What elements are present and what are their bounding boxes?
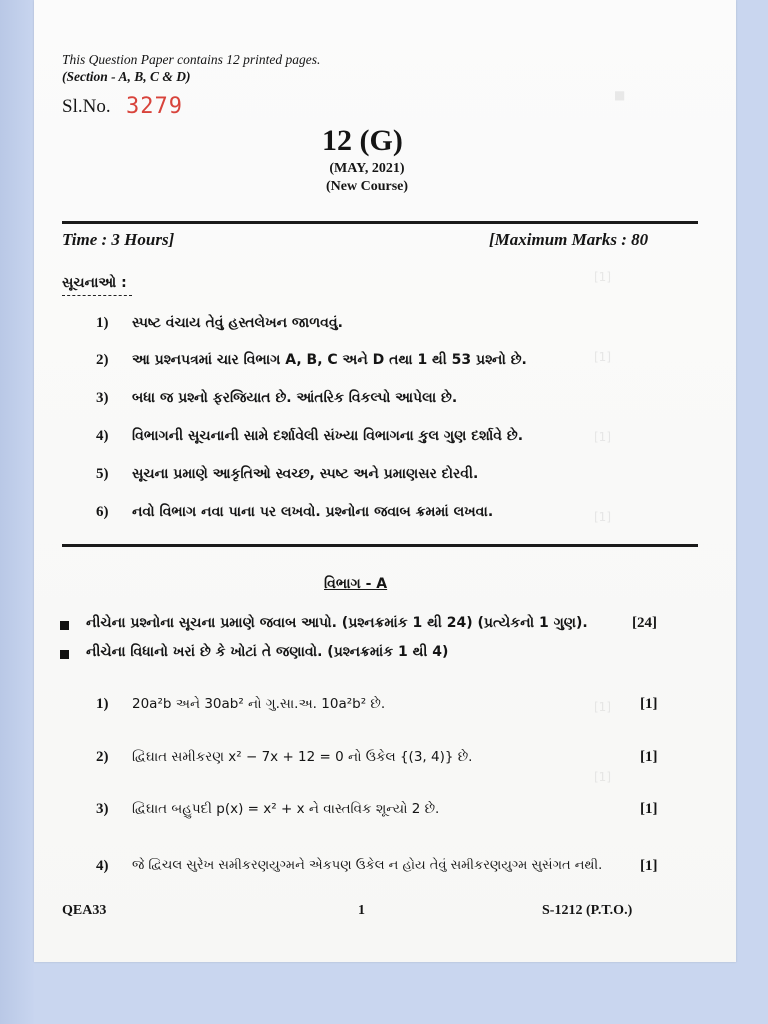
question-marks: [1] <box>640 696 658 712</box>
show-through-text: [1] <box>594 770 611 784</box>
question-paper-page <box>34 0 736 962</box>
question-number: 1) <box>96 696 109 712</box>
question-marks: [1] <box>640 749 658 765</box>
question-text: દ્વિઘાત સમીકરણ x² − 7x + 12 = 0 નો ઉકેલ {(3, 4)} છે. <box>132 749 473 765</box>
question-text: દ્વિઘાત બહુપદી p(x) = x² + x ને વાસ્તવિક શૂન્યો 2 છે. <box>132 801 440 817</box>
scan-background <box>0 0 34 1024</box>
question-text: જે દ્વિચલ સુરેખ સમીકરણયુગ્મને એકપણ ઉકેલ ન હોય તેવું સમીકરણયુગ્મ સુસંગત નથી. <box>132 858 603 873</box>
instructions-divider <box>62 544 698 547</box>
time-allowed: Time : 3 Hours] <box>62 230 175 249</box>
instruction-number: 1) <box>96 315 109 331</box>
square-bullet-icon <box>60 621 69 630</box>
footer-code: QEA33 <box>62 903 107 918</box>
question-marks: [1] <box>640 858 658 874</box>
question-number: 3) <box>96 801 109 817</box>
instruction-number: 5) <box>96 466 109 482</box>
instruction-number: 2) <box>96 352 109 368</box>
exam-session: (MAY, 2021) <box>329 161 405 176</box>
sections-note: (Section - A, B, C & D) <box>62 69 191 84</box>
question-number: 4) <box>96 858 109 874</box>
maximum-marks: [Maximum Marks : 80 <box>489 230 649 249</box>
heading-underline <box>62 295 132 296</box>
section-a-title: વિભાગ - A <box>324 576 388 592</box>
course-type: (New Course) <box>325 179 409 194</box>
show-through-text: [1] <box>594 510 611 524</box>
section-a-directive: નીચેના પ્રશ્નોના સૂચના પ્રમાણે જવાબ આપો. (પ્રશ્નક્રમાંક 1 થી 24) (પ્રત્યેકનો 1 ગુણ). <box>86 615 588 631</box>
instruction-text: આ પ્રશ્નપત્રમાં ચાર વિભાગ A, B, C અને D તથા 1 થી 53 પ્રશ્નો છે. <box>132 352 527 368</box>
show-through-text: ■ <box>614 88 626 102</box>
square-bullet-icon <box>60 650 69 659</box>
page-number: 1 <box>358 903 365 918</box>
instructions-heading: સૂચનાઓ : <box>62 275 127 291</box>
instruction-number: 6) <box>96 504 109 520</box>
footer-reference: S-1212 (P.T.O.) <box>542 903 633 918</box>
question-marks: [1] <box>640 801 658 817</box>
pages-note: This Question Paper contains 12 printed pages. <box>62 52 321 67</box>
serial-number-label: Sl.No. <box>62 96 111 117</box>
instruction-text: નવો વિભાગ નવા પાના પર લખવો. પ્રશ્નોના જવાબ ક્રમમાં લખવા. <box>132 504 494 520</box>
header-divider <box>62 221 698 224</box>
instruction-number: 3) <box>96 390 109 406</box>
paper-code-title: 12 (G) <box>322 124 403 157</box>
show-through-text: [1] <box>594 270 611 284</box>
show-through-text: [1] <box>594 700 611 714</box>
instruction-text: સૂચના પ્રમાણે આકૃતિઓ સ્વચ્છ, સ્પષ્ટ અને પ્રમાણસર દોરવી. <box>132 466 479 482</box>
question-number: 2) <box>96 749 109 765</box>
instruction-number: 4) <box>96 428 109 444</box>
serial-number-value: 3279 <box>126 94 183 119</box>
instruction-text: વિભાગની સૂચનાની સામે દર્શાવેલી સંખ્યા વિભાગના કુલ ગુણ દર્શાવે છે. <box>132 428 524 444</box>
show-through-text: [1] <box>594 430 611 444</box>
true-false-directive: નીચેના વિધાનો ખરાં છે કે ખોટાં તે જણાવો. (પ્રશ્નક્રમાંક 1 થી 4) <box>86 644 449 660</box>
section-a-total-marks: [24] <box>632 615 657 631</box>
show-through-text: [1] <box>594 350 611 364</box>
instruction-text: સ્પષ્ટ વંચાય તેવું હસ્તલેખન જાળવવું. <box>132 315 343 331</box>
question-text: 20a²b અને 30ab² નો ગુ.સા.અ. 10a²b² છે. <box>132 696 386 712</box>
instruction-text: બધા જ પ્રશ્નો ફરજિયાત છે. આંતરિક વિકલ્પો આપેલા છે. <box>132 390 458 406</box>
